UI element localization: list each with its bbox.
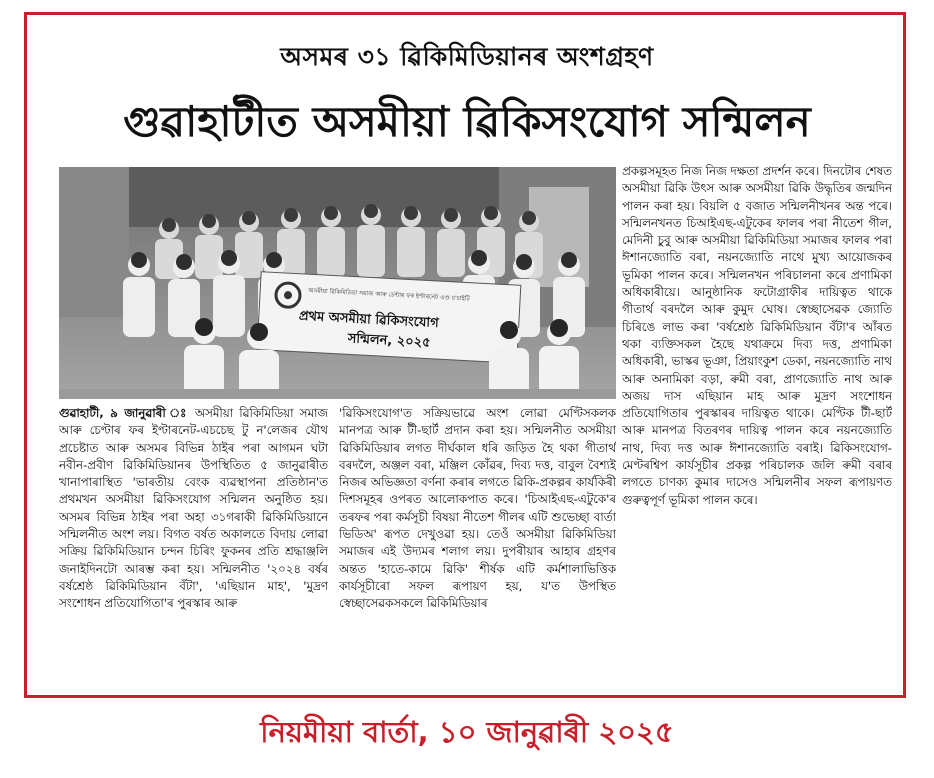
source-credit: নিয়মীয়া বাৰ্তা, ১০ জানুৱাৰী ২০২৫ xyxy=(260,715,674,749)
banner-small-text: অসমীয়া ৱিকিমিডিয়া সমাজ আৰু চেন্টাৰ ফৰ ইণ্টাৰনেট এণ্ড চ'চাইটি xyxy=(308,287,470,303)
banner-title-line2: সন্মিলন, ২০২৫ xyxy=(347,331,431,351)
article-headline: গুৱাহাটীত অসমীয়া ৱিকিসংযোগ সন্মিলন xyxy=(123,97,811,146)
group-photo xyxy=(59,167,616,399)
column-3-text: প্ৰকল্পসমূহত নিজ নিজ দক্ষতা প্ৰদৰ্শন কৰে। দিনটোৰ শেষত অসমীয়া ৱিকি উৎস আৰু অসমীয়া ৱিকি উদ্ধৃতিৰ জন্মদিন পালন কৰা হয়। বিয়লি ৫ বজাত সন্মিলনীখনৰ অন্ত পৰে। সন্মিলনখনত চিআইএছ-এটুকেৰ ফালৰ পৰা নীতেশ গীল, মেদিনী চুবু আৰু অসমীয়া ৱিকিমিডিয়া সমাজৰ ফালৰ পৰা ঈশানজ্যোতি বৰা, নয়নজ্যোতি নাথে মুখ্য আয়োজকৰ ভূমিকা পালন কৰে। সন্মিলনখন পৰিচালনা কৰে প্ৰণামিকা অধিকাৰীয়ে। আনুষ্ঠানিক ফটোগ্ৰাফীৰ দায়িত্বত থাকে গীতাৰ্থ বৰদলৈ আৰু কুমুদ ঘোষ। স্বেচ্ছাসেৱক জ্যোতি চিৰিঙে লাভ কৰা 'বৰ্ষশ্ৰেষ্ঠ ৱিকিমিডিয়ান বঁটা'ৰ আঁৰত থকা ব্যক্তিসকল হৈছে যথাক্ৰমে দিব্য দত্ত, প্ৰণামিকা অধিকাৰী, ভাস্কৰ ভূঞা, প্ৰিয়াংকুশ ডেকা, নয়নজ্যোতি নাথ আৰু অনামিকা বড়া, ৰুমী বৰা, প্ৰাণজ্যোতি নাথ আৰু অজয় দাস এছিয়ান মাহ আৰু মুদ্ৰণ সংশোধন প্ৰতিযোগিতাৰ পুৰস্কাৰৰ দায়িত্বত থাকে। মেণ্টিক টী-ছাৰ্ট আৰু মানপত্ৰ বিতৰণৰ দায়িত্ব পালন কৰে নয়নজ্যোতি নাথ, দিব্য দত্ত আৰু ঈশানজ্যোতি বৰাই। ৱিকিসংযোগ-মেণ্টৰশ্বিপ কাৰ্যসূচীৰ প্ৰকল্প পৰিচালক জলি ৰুমী বৰাৰ লগতে চাণক্য কুমাৰ দাসেও সন্মিলনীৰ সফল ৰূপায়ণত গুৰুত্বপূৰ্ণ ভূমিকা পালন কৰে। xyxy=(622,164,892,507)
column-1-text: অসমীয়া ৱিকিমিডিয়া সমাজ আৰু চেণ্টাৰ ফৰ ইণ্টাৰনেট-এচচেছ টু ন'লেজৰ যৌথ প্ৰচেষ্টাত আৰু অসমৰ বিভিন্ন ঠাইৰ পৰা আগমন ঘটা নবীন-প্ৰবীণ ৱিকিমিডিয়ানৰ উপস্থিতিত ৫ জানুৱাৰীত খানাপাৰাস্থিত 'ভাৰতীয় বেংক ব্যৱস্থাপনা প্ৰতিষ্ঠান'ত প্ৰথমখন অসমীয়া ৱিকিসংযোগ সন্মিলন অনুষ্ঠিত হয়। অসমৰ বিভিন্ন ঠাইৰ পৰা অহা ৩১গৰাকী ৱিকিমিডিয়ানে সন্মিলনীত অংশ লয়। বিগত বৰ্ষত অকালতে বিদায় লোৱা সক্ৰিয় ৱিকিমিডিয়ান চন্দন চিৰিং ফুকনৰ প্ৰতি শ্ৰদ্ধাঞ্জলি জনাইদিনটো আৰম্ভ কৰা হয়। সন্মিলনীত '২০২৪ বৰ্ষৰ বৰ্ষশ্ৰেষ্ঠ ৱিকিমিডিয়ান বঁটা', 'এছিয়ান মাহ', 'মুদ্ৰণ সংশোধন প্ৰতিযোগিতা'ৰ পুৰস্কাৰ আৰু xyxy=(59,406,328,611)
article-column-2 xyxy=(339,405,616,690)
column-2-text: 'ৱিকিসংযোগ'ত সক্ৰিয়ভাৱে অংশ লোৱা মেণ্টিসকলক মানপত্ৰ আৰু টী-ছাৰ্ট প্ৰদান কৰা হয়। সন্মিলনীত অসমীয়া ৱিকিমিডিয়াৰ লগত দীৰ্ঘকাল ধৰি জড়িত হৈ থকা গীতাৰ্থ বৰদলৈ, অঞ্জল বৰা, মঞ্জিল কোঁৱৰ, দিব্য দত্ত, বাবুল বৈশ্যই নিজৰ অভিজ্ঞতা বৰ্ণনা কৰাৰ লগতে ৱিকি-প্ৰকল্পৰ কাৰ্যকিৰী দিশসমূহৰ ওপৰত আলোকপাত কৰে। 'চিআইএছ-এটুকে'ৰ তৰফৰ পৰা কৰ্মসূচী বিষয়া নীতেশ গীলৰ এটি শুভেচ্ছা বাৰ্তা ভিডিঅ' ৰূপত দেখুওৱা হয়। তেওঁ অসমীয়া ৱিকিমিডিয়া সমাজৰ এই উদ্যমৰ শলাগ লয়। দুপৰীয়াৰ আহাৰ গ্ৰহণৰ অন্তত 'হাতে-কামে ৱিকি' শীৰ্ষক এটি কৰ্মশালাভিত্তিক কাৰ্যসূচীৰো সফল ৰূপায়ণ হয়, য'ত উপস্থিত স্বেচ্ছাসেৱকসকলে ৱিকিমিডিয়াৰ xyxy=(339,406,616,611)
article-dateline: গুৱাহাটী, ৯ জানুৱাৰী ঃ xyxy=(59,406,189,420)
article-subheading: অসমৰ ৩১ ৱিকিমিডিয়ানৰ অংশগ্ৰহণ xyxy=(280,42,654,71)
article-column-3 xyxy=(622,163,892,690)
article-column-1 xyxy=(59,405,328,690)
banner-title-line1: প্ৰথম অসমীয়া ৱিকিসংযোগ xyxy=(298,308,440,332)
